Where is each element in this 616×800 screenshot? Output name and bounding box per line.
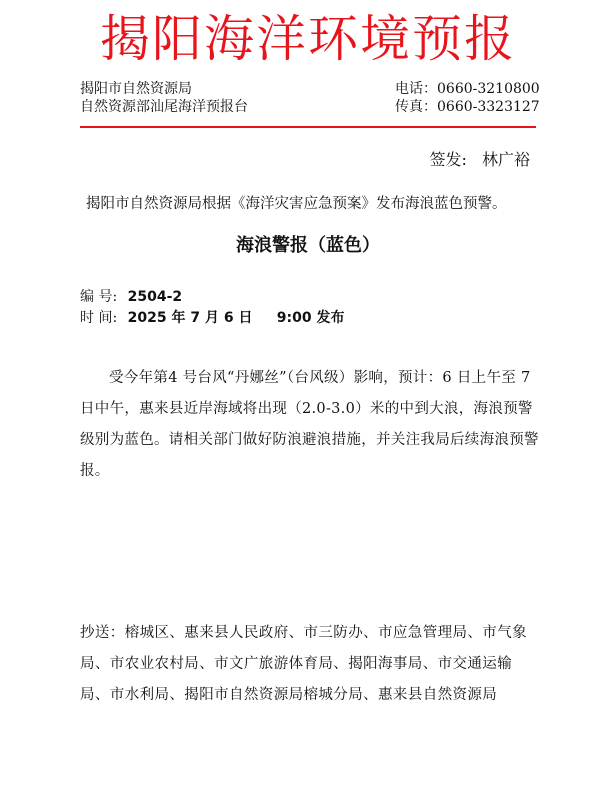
phone-number: 0660-3210800 xyxy=(437,81,540,97)
fax-number: 0660-3323127 xyxy=(437,99,540,115)
org-line-1: 揭阳市自然资源局 xyxy=(80,81,192,97)
bulletin-number: 2504-2 xyxy=(127,289,183,305)
org-line-2: 自然资源部汕尾海洋预报台 xyxy=(80,99,248,115)
bulletin-time: 2025 年 7 月 6 日 9:00 发布 xyxy=(127,310,345,326)
phone-row xyxy=(395,80,540,98)
signer-name: 林广裕 xyxy=(481,150,530,169)
bulletin-content: 受今年第4 号台风“丹娜丝”（台风级）影响，预计：6 日上午至 7 日中午，惠来县近岸海域将出现（2.0-3.0）米的中到大浪，海浪预警级别为蓝色。请相关部门做好防浪避浪措施，并关注我局后续海浪预警报。 xyxy=(80,370,539,479)
bulletin-title: 海浪警报（蓝色） xyxy=(236,235,380,256)
fax-row xyxy=(395,98,540,116)
bulletin-time-row xyxy=(80,307,345,327)
bulletin-number-row xyxy=(80,286,182,306)
time-label: 时 间: xyxy=(80,310,118,326)
intro-text: 揭阳市自然资源局根据《海洋灾害应急预案》发布海浪蓝色预警。 xyxy=(86,196,507,212)
cc-list: 抄送：榕城区、惠来县人民政府、市三防办、市应急管理局、市气象局、市农业农村局、市文广旅游体育局、揭阳海事局、市交通运输局、市水利局、揭阳市自然资源局榕城分局、惠来县自然资源局 xyxy=(80,625,527,703)
phone-label: 电话： xyxy=(395,81,437,97)
number-label: 编 号: xyxy=(80,289,118,305)
masthead-title: 揭阳海洋环境预报 xyxy=(100,10,516,68)
header-divider xyxy=(80,126,536,128)
signer-label: 签发: xyxy=(429,150,467,169)
fax-label: 传真： xyxy=(395,99,437,115)
signer xyxy=(429,147,530,170)
